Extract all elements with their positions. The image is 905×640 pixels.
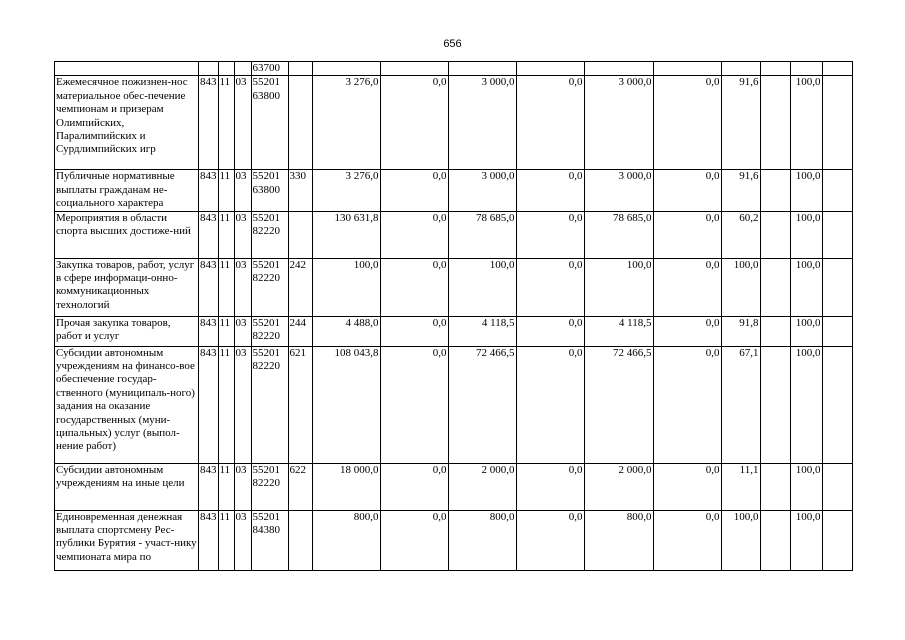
expense-type-code <box>288 510 312 570</box>
value-cell: 800,0 <box>584 510 653 570</box>
table-row <box>55 510 853 570</box>
row-name: Прочая закупка товаров, работ и услуг <box>55 316 199 346</box>
section-code: 11 <box>218 170 234 211</box>
empty-cell <box>822 346 852 463</box>
value-cell: 130 631,8 <box>312 211 380 258</box>
value-cell: 100,0 <box>448 258 516 316</box>
value-cell: 0,0 <box>380 258 448 316</box>
value-cell: 72 466,5 <box>448 346 516 463</box>
table-row <box>55 463 853 510</box>
percent-cell: 100,0 <box>790 211 822 258</box>
value-cell: 0,0 <box>653 316 721 346</box>
percent-cell: 100,0 <box>790 316 822 346</box>
value-cell: 0,0 <box>516 170 584 211</box>
value-cell: 0,0 <box>653 76 721 170</box>
value-cell: 0,0 <box>653 258 721 316</box>
value-cell: 78 685,0 <box>448 211 516 258</box>
value-cell: 0,0 <box>516 258 584 316</box>
value-cell: 3 000,0 <box>448 170 516 211</box>
subsection-code: 03 <box>234 76 251 170</box>
value-cell: 0,0 <box>516 211 584 258</box>
subsection-code: 03 <box>234 211 251 258</box>
expense-type-code: 621 <box>288 346 312 463</box>
section-code: 11 <box>218 211 234 258</box>
value-cell: 0,0 <box>653 346 721 463</box>
csr-code: 55201 82220 <box>251 463 288 510</box>
value-cell: 100,0 <box>584 258 653 316</box>
value-cell: 0,0 <box>516 463 584 510</box>
value-cell: 800,0 <box>448 510 516 570</box>
empty-cell <box>760 346 790 463</box>
value-cell: 800,0 <box>312 510 380 570</box>
section-code: 11 <box>218 510 234 570</box>
value-cell: 100,0 <box>312 258 380 316</box>
table-row <box>55 258 853 316</box>
empty-cell <box>822 211 852 258</box>
budget-table <box>54 61 853 571</box>
value-cell: 72 466,5 <box>584 346 653 463</box>
table-row <box>55 211 853 258</box>
value-cell: 0,0 <box>380 316 448 346</box>
grbs-code: 843 <box>199 346 219 463</box>
percent-cell: 100,0 <box>790 463 822 510</box>
empty-cell <box>822 510 852 570</box>
csr-code: 55201 63800 <box>251 76 288 170</box>
subsection-code: 03 <box>234 346 251 463</box>
row-name: Ежемесячное пожизнен-нос материальное обес-печение чемпионам и призерам Олимпийских, Паралимпийских и Сурдлимпийских игр <box>55 76 199 170</box>
value-cell: 0,0 <box>380 76 448 170</box>
row-name: Закупка товаров, работ, услуг в сфере информаци-онно-коммуникационных технологий <box>55 258 199 316</box>
row-name: Публичные нормативные выплаты гражданам не-социального характера <box>55 170 199 211</box>
percent-cell: 100,0 <box>790 258 822 316</box>
empty-cell <box>822 316 852 346</box>
value-cell: 18 000,0 <box>312 463 380 510</box>
table-row-continuation <box>55 62 853 76</box>
section-code: 11 <box>218 76 234 170</box>
empty-cell <box>760 463 790 510</box>
grbs-code: 843 <box>199 258 219 316</box>
value-cell: 0,0 <box>653 211 721 258</box>
csr-code: 55201 82220 <box>251 346 288 463</box>
value-cell: 0,0 <box>380 170 448 211</box>
csr-code: 55201 82220 <box>251 316 288 346</box>
expense-type-code: 622 <box>288 463 312 510</box>
row-name: Субсидии автономным учреждениям на иные цели <box>55 463 199 510</box>
value-cell: 4 118,5 <box>584 316 653 346</box>
grbs-code: 843 <box>199 510 219 570</box>
value-cell: 4 118,5 <box>448 316 516 346</box>
percent-cell: 100,0 <box>790 346 822 463</box>
value-cell: 0,0 <box>653 463 721 510</box>
empty-cell <box>822 258 852 316</box>
grbs-code: 843 <box>199 76 219 170</box>
empty-cell <box>760 170 790 211</box>
empty-cell <box>760 316 790 346</box>
table-row <box>55 316 853 346</box>
table-row <box>55 76 853 170</box>
value-cell: 0,0 <box>516 510 584 570</box>
percent-cell: 100,0 <box>721 258 760 316</box>
subsection-code: 03 <box>234 258 251 316</box>
value-cell: 3 276,0 <box>312 76 380 170</box>
value-cell: 3 000,0 <box>584 170 653 211</box>
section-code: 11 <box>218 463 234 510</box>
percent-cell: 100,0 <box>790 170 822 211</box>
subsection-code: 03 <box>234 510 251 570</box>
expense-type-code <box>288 211 312 258</box>
grbs-code: 843 <box>199 211 219 258</box>
value-cell: 108 043,8 <box>312 346 380 463</box>
csr-code: 55201 82220 <box>251 258 288 316</box>
value-cell: 2 000,0 <box>584 463 653 510</box>
percent-cell: 91,6 <box>721 170 760 211</box>
section-code: 11 <box>218 346 234 463</box>
grbs-code: 843 <box>199 316 219 346</box>
expense-type-code <box>288 76 312 170</box>
value-cell: 2 000,0 <box>448 463 516 510</box>
percent-cell: 91,8 <box>721 316 760 346</box>
value-cell: 0,0 <box>516 346 584 463</box>
percent-cell: 60,2 <box>721 211 760 258</box>
percent-cell: 67,1 <box>721 346 760 463</box>
percent-cell: 100,0 <box>721 510 760 570</box>
expense-type-code: 242 <box>288 258 312 316</box>
section-code: 11 <box>218 258 234 316</box>
csr-code: 55201 82220 <box>251 211 288 258</box>
row-name: Мероприятия в области спорта высших достиже-ний <box>55 211 199 258</box>
subsection-code: 03 <box>234 170 251 211</box>
value-cell: 78 685,0 <box>584 211 653 258</box>
value-cell: 3 276,0 <box>312 170 380 211</box>
csr-code: 63700 <box>251 62 288 76</box>
empty-cell <box>760 76 790 170</box>
value-cell: 4 488,0 <box>312 316 380 346</box>
percent-cell: 11,1 <box>721 463 760 510</box>
subsection-code: 03 <box>234 463 251 510</box>
empty-cell <box>822 170 852 211</box>
percent-cell: 100,0 <box>790 76 822 170</box>
value-cell: 0,0 <box>380 346 448 463</box>
row-name: Субсидии автономным учреждениям на финансо-вое обеспечение государ-ственного (муниципаль-ного) задания на оказание государственных (муни-ципальных) услуг (выпол-нение работ) <box>55 346 199 463</box>
expense-type-code: 244 <box>288 316 312 346</box>
value-cell: 3 000,0 <box>584 76 653 170</box>
value-cell: 0,0 <box>516 76 584 170</box>
page-number: 656 <box>443 38 462 50</box>
empty-cell <box>822 463 852 510</box>
csr-code: 55201 63800 <box>251 170 288 211</box>
table-row <box>55 170 853 211</box>
value-cell: 0,0 <box>380 510 448 570</box>
table-row <box>55 346 853 463</box>
value-cell: 0,0 <box>380 211 448 258</box>
subsection-code: 03 <box>234 316 251 346</box>
value-cell: 3 000,0 <box>448 76 516 170</box>
empty-cell <box>760 510 790 570</box>
value-cell: 0,0 <box>653 170 721 211</box>
empty-cell <box>760 258 790 316</box>
grbs-code: 843 <box>199 170 219 211</box>
row-name: Единовременная денежная выплата спортсмену Рес-публики Бурятия - участ-нику чемпионата мира по <box>55 510 199 570</box>
empty-cell <box>822 76 852 170</box>
value-cell: 0,0 <box>516 316 584 346</box>
section-code: 11 <box>218 316 234 346</box>
expense-type-code: 330 <box>288 170 312 211</box>
grbs-code: 843 <box>199 463 219 510</box>
value-cell: 0,0 <box>380 463 448 510</box>
csr-code: 55201 84380 <box>251 510 288 570</box>
percent-cell: 91,6 <box>721 76 760 170</box>
empty-cell <box>760 211 790 258</box>
percent-cell: 100,0 <box>790 510 822 570</box>
value-cell: 0,0 <box>653 510 721 570</box>
